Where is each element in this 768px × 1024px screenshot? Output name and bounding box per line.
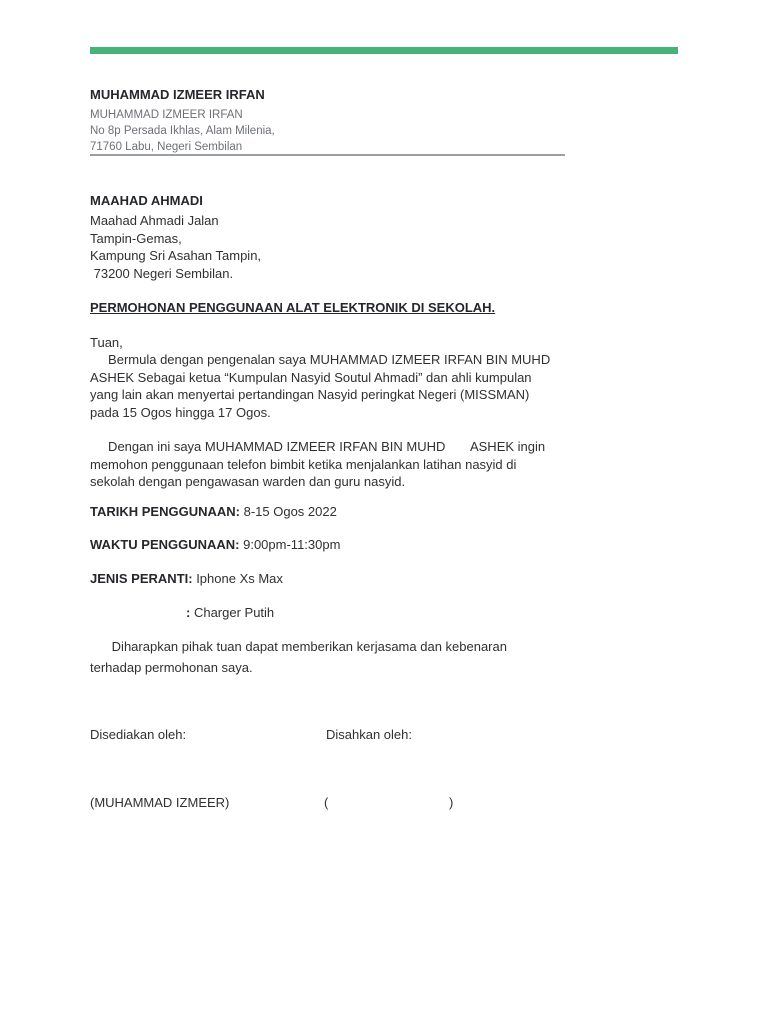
paragraph-1-line-1: Bermula dengan pengenalan saya MUHAMMAD IZMEER IRFAN BIN MUHD [90, 352, 551, 367]
accent-bar [90, 47, 678, 54]
device-extra-value: Charger Putih [190, 605, 275, 620]
recipient-line-4: 73200 Negeri Sembilan. [90, 266, 234, 281]
paragraph-1-line-2: ASHEK Sebagai ketua “Kumpulan Nasyid Soutul Ahmadi” dan ahli kumpulan [90, 370, 532, 385]
closing-line-1: Diharapkan pihak tuan dapat memberikan kerjasama dan kebenaran [90, 639, 507, 654]
paragraph-1-line-3: yang lain akan menyertai pertandingan Nasyid peringkat Negeri (MISSMAN) [90, 387, 530, 402]
device-type-row [90, 570, 283, 588]
approved-by-open-paren: ( [324, 795, 329, 810]
recipient-heading: MAAHAD AHMADI [90, 193, 203, 208]
usage-date-label: TARIKH PENGGUNAAN: [90, 504, 240, 519]
approved-by-label: Disahkan oleh: [326, 727, 412, 742]
paragraph-2-line-2: memohon penggunaan telefon bimbit ketika menjalankan latihan nasyid di [90, 457, 517, 472]
device-extra-colon: : [186, 605, 191, 620]
recipient-line-1: Maahad Ahmadi Jalan [90, 213, 219, 228]
prepared-by-name: (MUHAMMAD IZMEER) [90, 795, 230, 810]
paragraph-1-line-4: pada 15 Ogos hingga 17 Ogos. [90, 405, 271, 420]
device-type-label: JENIS PERANTI: [90, 571, 193, 586]
header-divider [90, 154, 565, 156]
paragraph-2-line-1: Dengan ini saya MUHAMMAD IZMEER IRFAN BIN MUHD ASHEK ingin [90, 439, 546, 454]
sender-heading: MUHAMMAD IZMEER IRFAN [90, 87, 265, 102]
recipient-line-3: Kampung Sri Asahan Tampin, [90, 248, 262, 263]
sender-address-line-2: 71760 Labu, Negeri Sembilan [90, 141, 243, 153]
device-type-value: Iphone Xs Max [192, 571, 283, 586]
sender-name: MUHAMMAD IZMEER IRFAN [90, 109, 243, 121]
recipient-line-2: Tampin-Gemas, [90, 231, 182, 246]
device-extra-row [186, 604, 274, 622]
usage-time-value: 9:00pm-11:30pm [239, 537, 341, 552]
sender-address-line-1: No 8p Persada Ikhlas, Alam Milenia, [90, 125, 275, 137]
salutation: Tuan, [90, 335, 123, 350]
closing-line-2: terhadap permohonan saya. [90, 660, 253, 675]
usage-date-value: 8-15 Ogos 2022 [239, 504, 337, 519]
approved-by-close-paren: ) [449, 795, 454, 810]
prepared-by-label: Disediakan oleh: [90, 727, 187, 742]
paragraph-2-line-3: sekolah dengan pengawasan warden dan guru nasyid. [90, 474, 406, 489]
letter-subject: PERMOHONAN PENGGUNAAN ALAT ELEKTRONIK DI SEKOLAH. [90, 300, 496, 315]
usage-time-row [90, 536, 340, 554]
usage-date-row [90, 503, 337, 521]
usage-time-label: WAKTU PENGGUNAAN: [90, 537, 240, 552]
